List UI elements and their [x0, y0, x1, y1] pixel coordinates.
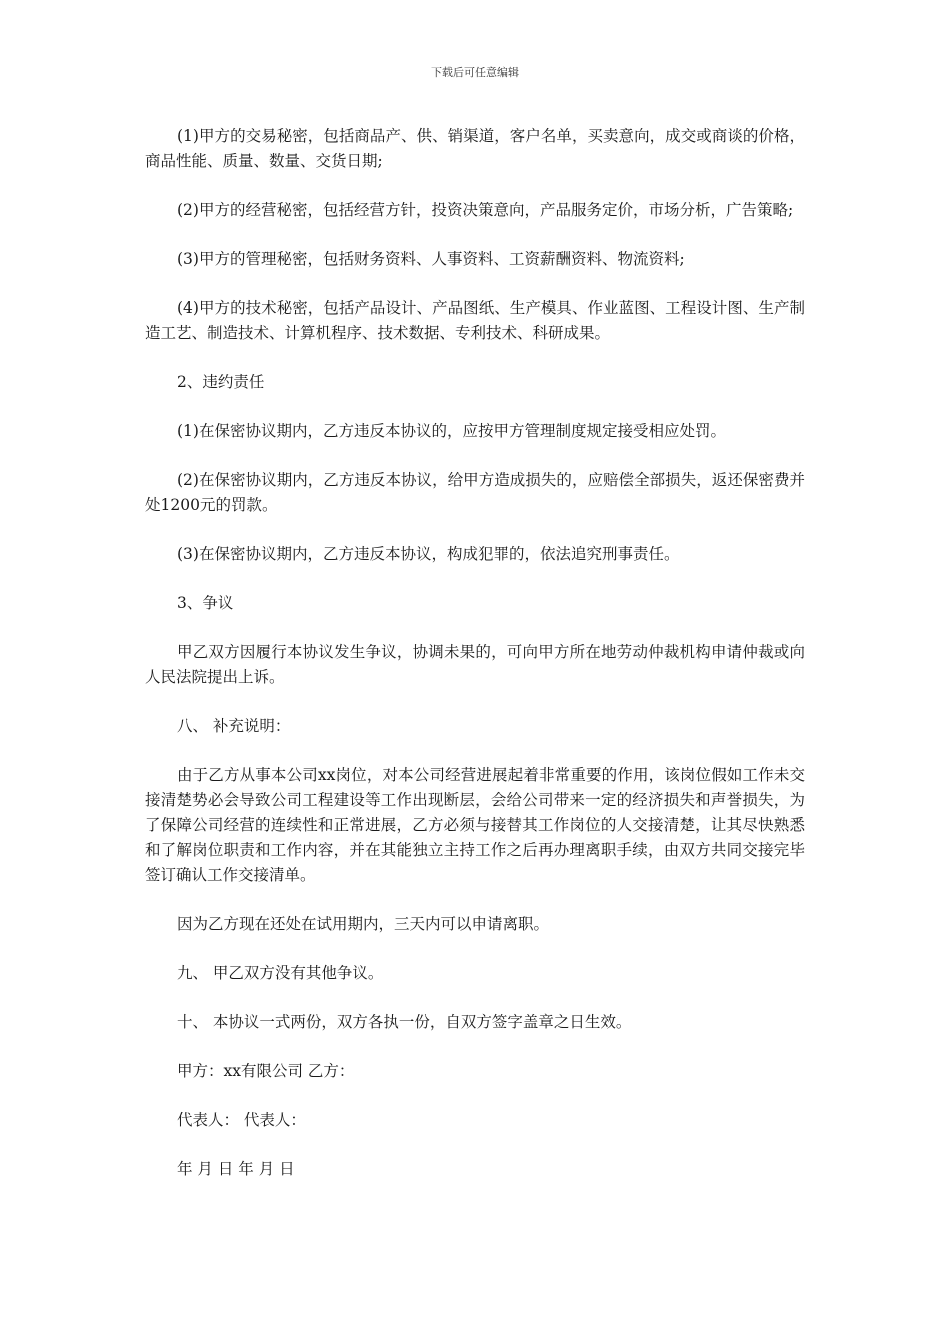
signature-dates: 年 月 日 年 月 日: [177, 1160, 295, 1178]
signature-representatives: 代表人： 代表人：: [177, 1111, 306, 1129]
liability-item-2: (2)在保密协议期内，乙方违反本协议，给甲方造成损失的，应赔偿全部损失，返还保密费并处1200元的罚款。: [145, 471, 805, 514]
probation-text: 因为乙方现在还处在试用期内，三天内可以申请离职。: [177, 915, 550, 933]
liability-item-1: (1)在保密协议期内，乙方违反本协议的，应按甲方管理制度规定接受相应处罚。: [177, 422, 726, 440]
clause-ten: 十、 本协议一式两份，双方各执一份，自双方签字盖章之日生效。: [177, 1013, 632, 1031]
supplement-text: 由于乙方从事本公司xx岗位，对本公司经营进展起着非常重要的作用，该岗位假如工作未交接清楚势必会导致公司工程建设等工作出现断层，会给公司带来一定的经济损失和声誉损失，为了保障公司经营的连续性和正常进展，乙方必须与接替其工作岗位的人交接清楚，让其尽快熟悉和了解岗位职责和工作内容，并在其能独立主持工作之后再办理离职手续，由双方共同交接完毕签订确认工作交接清单。: [145, 766, 805, 884]
clause-trade-secret: (1)甲方的交易秘密，包括商品产、供、销渠道，客户名单，买卖意向，成交或商谈的价格，商品性能、质量、数量、交货日期;: [145, 127, 805, 170]
section-heading-supplement: 八、 补充说明：: [177, 717, 291, 735]
section-heading-liability: 2、违约责任: [177, 373, 265, 391]
liability-item-3: (3)在保密协议期内，乙方违反本协议，构成犯罪的，依法追究刑事责任。: [177, 545, 680, 563]
signature-parties: 甲方：xx有限公司 乙方：: [177, 1062, 355, 1080]
clause-management-secret: (3)甲方的管理秘密，包括财务资料、人事资料、工资薪酬资料、物流资料;: [177, 250, 685, 268]
document-body: [145, 124, 805, 1206]
section-heading-dispute: 3、争议: [177, 594, 234, 612]
clause-nine: 九、 甲乙双方没有其他争议。: [177, 964, 384, 982]
clause-business-secret: (2)甲方的经营秘密，包括经营方针，投资决策意向，产品服务定价，市场分析，广告策略;: [177, 201, 794, 219]
dispute-text: 甲乙双方因履行本协议发生争议，协调未果的，可向甲方所在地劳动仲裁机构申请仲裁或向人民法院提出上诉。: [145, 643, 805, 686]
page-header: 下载后可任意编辑: [431, 66, 519, 79]
clause-technical-secret: (4)甲方的技术秘密，包括产品设计、产品图纸、生产模具、作业蓝图、工程设计图、生产制造工艺、制造技术、计算机程序、技术数据、专利技术、科研成果。: [145, 299, 805, 342]
